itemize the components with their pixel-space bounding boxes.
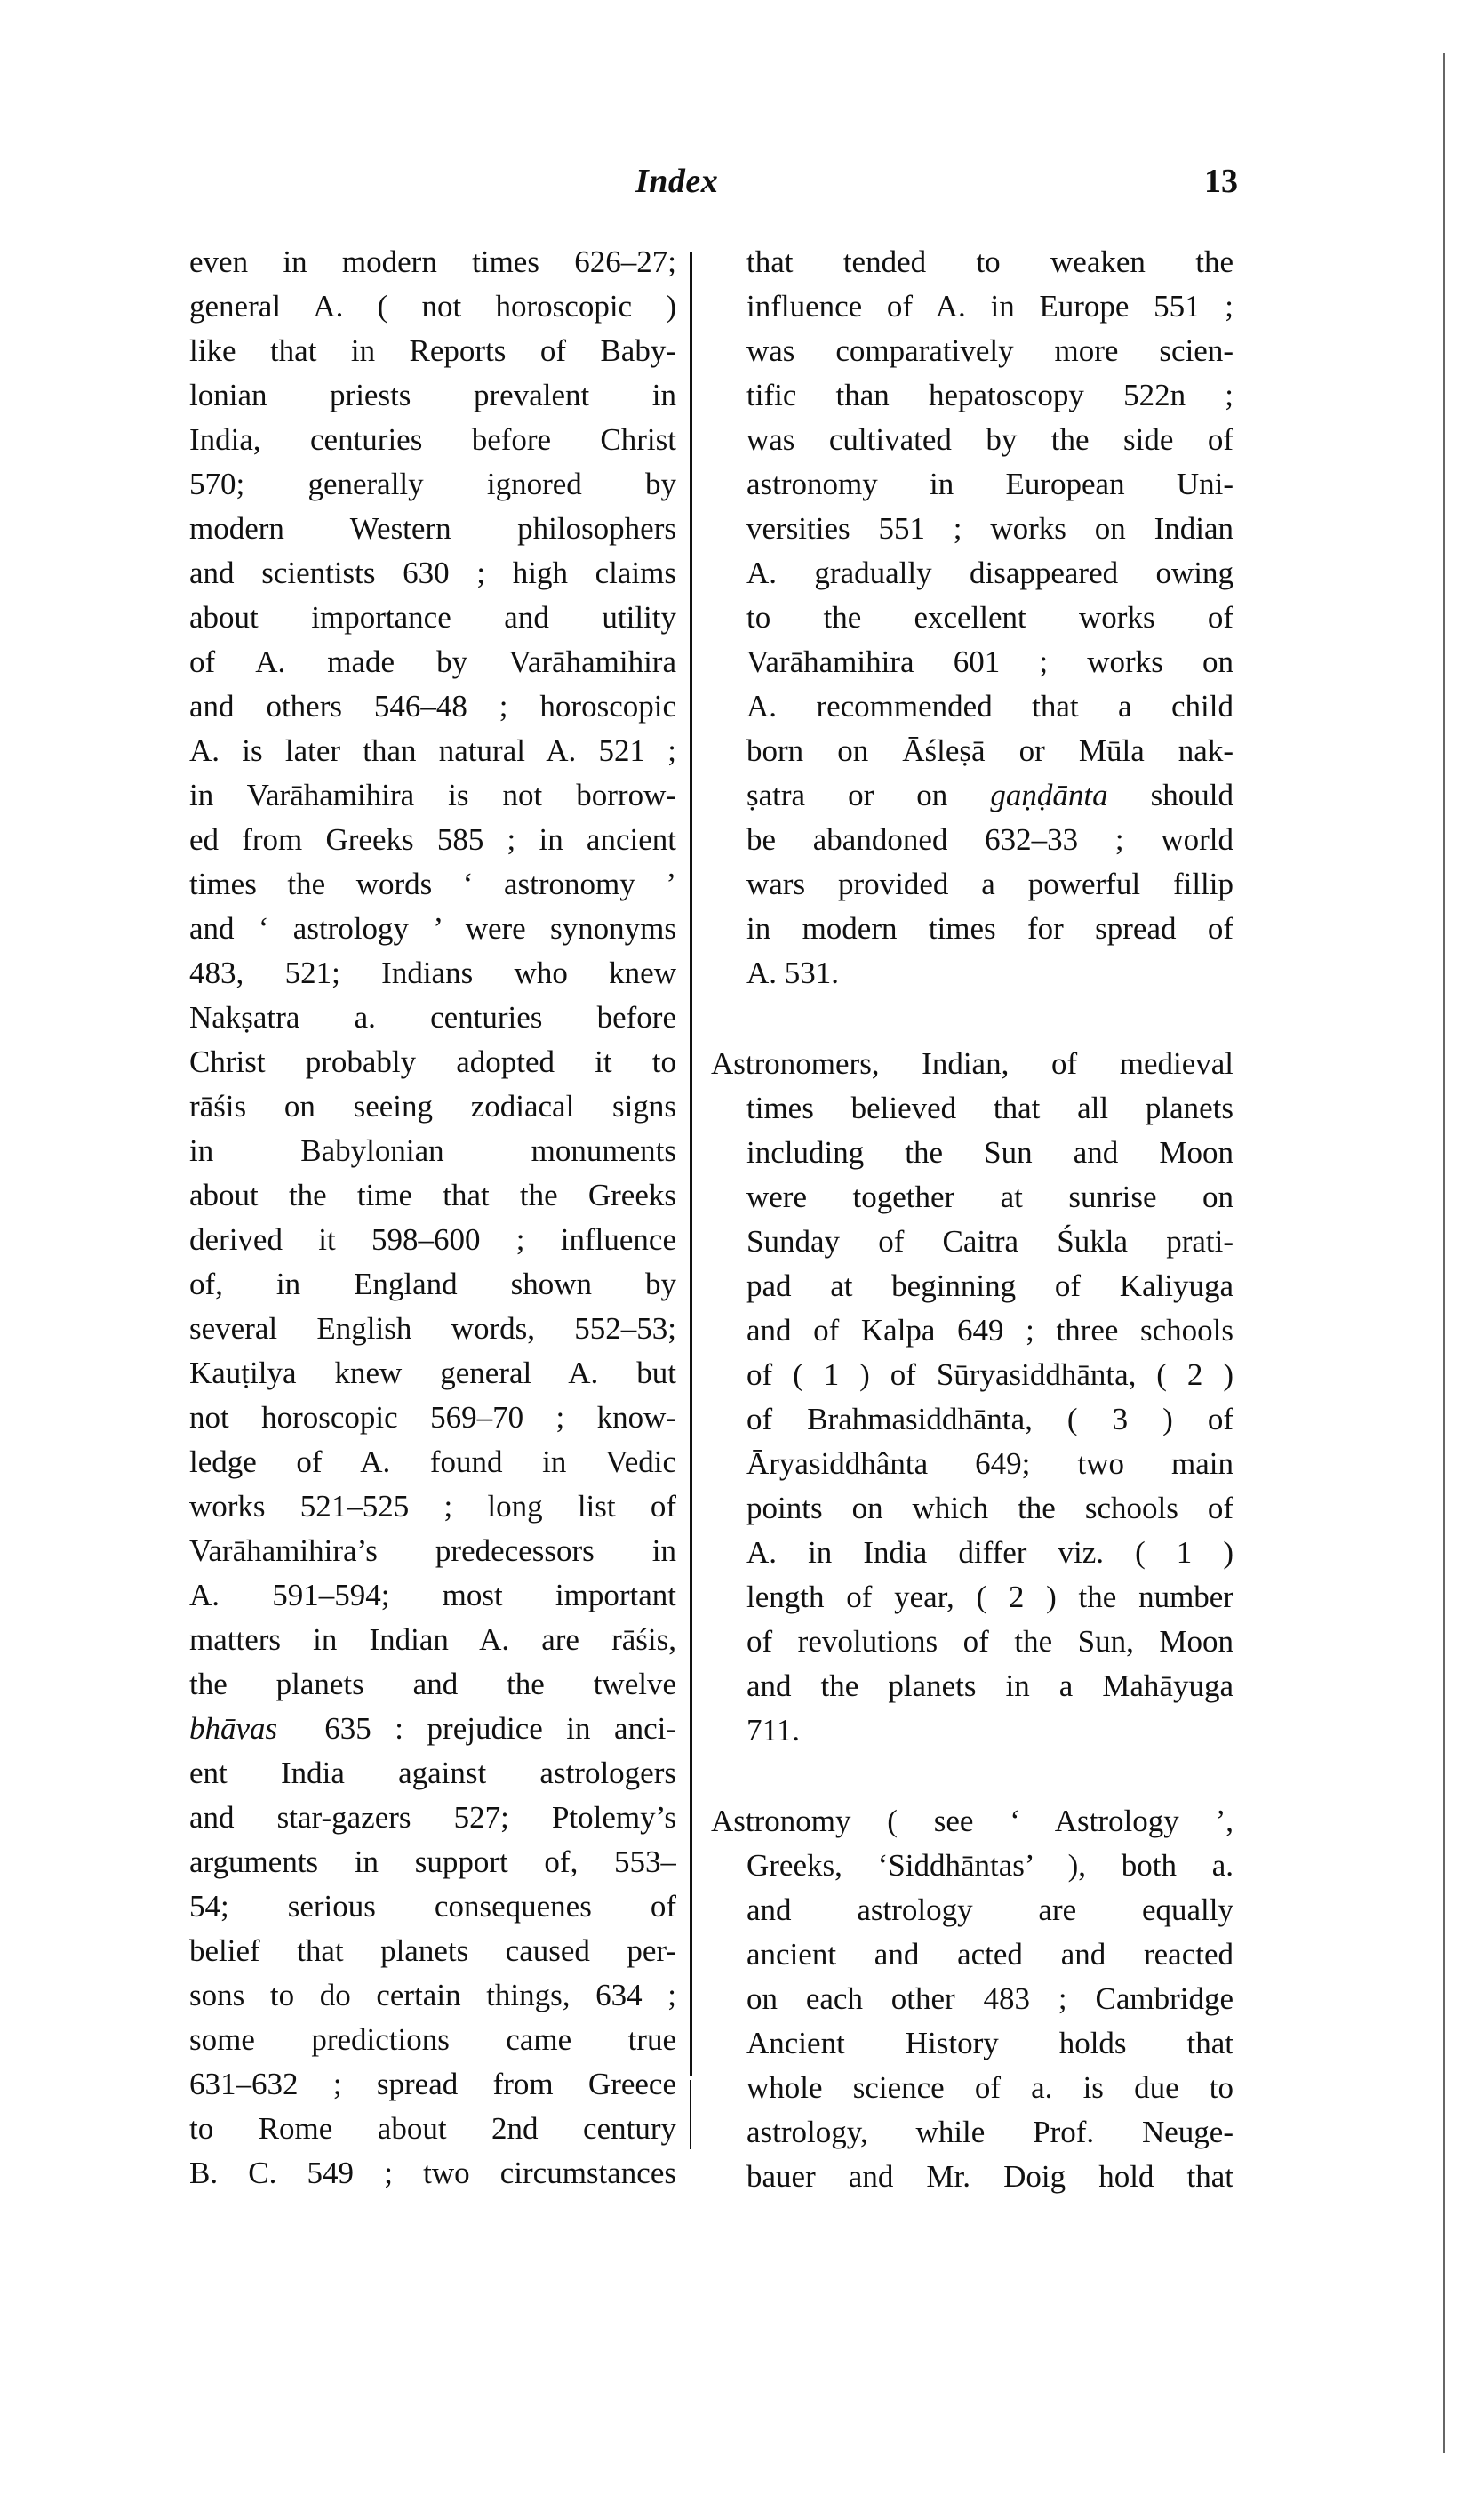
line-text: 635 : prejudice in anci- bbox=[324, 1711, 676, 1746]
index-line: astrology, while Prof. Neuge- bbox=[746, 2115, 1233, 2149]
index-line: about importance and utility bbox=[189, 600, 676, 635]
index-line: Nakṣatra a. centuries before bbox=[189, 1000, 676, 1035]
index-line: A. in India differ viz. ( 1 ) bbox=[746, 1535, 1233, 1570]
running-head-title: Index bbox=[635, 163, 719, 200]
index-line: 570; generally ignored by bbox=[189, 467, 676, 501]
index-line: ent India against astrologers bbox=[189, 1756, 676, 1790]
index-line: of revolutions of the Sun, Moon bbox=[746, 1624, 1233, 1659]
index-line: was cultivated by the side of bbox=[746, 422, 1233, 457]
index-line: times believed that all planets bbox=[746, 1091, 1233, 1125]
index-line: A. gradually disappeared owing bbox=[746, 556, 1233, 590]
index-line: belief that planets caused per- bbox=[189, 1933, 676, 1968]
index-line: Greeks, ‘Siddhāntas’ ), both a. bbox=[746, 1848, 1233, 1883]
index-line: A. is later than natural A. 521 ; bbox=[189, 733, 676, 768]
index-line: was comparatively more scien- bbox=[746, 333, 1233, 368]
index-line: be abandoned 632–33 ; world bbox=[746, 822, 1233, 857]
index-line: about the time that the Greeks bbox=[189, 1178, 676, 1212]
index-line: Christ probably adopted it to bbox=[189, 1044, 676, 1079]
column-divider-rule-fragment bbox=[690, 2080, 691, 2149]
index-line: not horoscopic 569–70 ; know- bbox=[189, 1400, 676, 1435]
left-column bbox=[189, 240, 676, 2196]
index-line: on each other 483 ; Cambridge bbox=[746, 1981, 1233, 2016]
entry-headword-line: Astronomy ( see ‘ Astrology ’, bbox=[711, 1804, 1233, 1838]
index-line: A. recommended that a child bbox=[746, 689, 1233, 724]
index-line: wars provided a powerful fillip bbox=[746, 867, 1233, 901]
index-line: including the Sun and Moon bbox=[746, 1135, 1233, 1170]
index-line: A. 591–594; most important bbox=[189, 1578, 676, 1612]
index-line: A. 531. bbox=[746, 956, 840, 990]
index-line: modern Western philosophers bbox=[189, 511, 676, 546]
index-line: 54; serious consequenes of bbox=[189, 1889, 676, 1924]
index-line: whole science of a. is due to bbox=[746, 2070, 1233, 2105]
index-line: to the excellent works of bbox=[746, 600, 1233, 635]
index-line: and scientists 630 ; high claims bbox=[189, 556, 676, 590]
index-line: several English words, 552–53; bbox=[189, 1311, 676, 1346]
index-line: versities 551 ; works on Indian bbox=[746, 511, 1233, 546]
running-head bbox=[0, 162, 1469, 215]
index-line: and the planets in a Mahāyuga bbox=[746, 1668, 1233, 1703]
index-line: even in modern times 626–27; bbox=[189, 244, 676, 279]
index-line: ledge of A. found in Vedic bbox=[189, 1444, 676, 1479]
column-divider-rule bbox=[690, 252, 692, 2076]
index-line: born on Āśleṣā or Mūla nak- bbox=[746, 733, 1233, 768]
index-line: of ( 1 ) of Sūryasiddhānta, ( 2 ) bbox=[746, 1357, 1233, 1392]
index-line: to Rome about 2nd century bbox=[189, 2111, 676, 2146]
index-line: were together at sunrise on bbox=[746, 1180, 1233, 1214]
line-text: should bbox=[1150, 778, 1233, 812]
index-line: lonian priests prevalent in bbox=[189, 378, 676, 412]
index-line: influence of A. in Europe 551 ; bbox=[746, 289, 1233, 324]
page-number: 13 bbox=[1204, 163, 1238, 200]
index-line: that tended to weaken the bbox=[746, 244, 1233, 279]
index-line: Ancient History holds that bbox=[746, 2026, 1233, 2060]
index-line-with-italic bbox=[189, 1707, 676, 1751]
index-line: 631–632 ; spread from Greece bbox=[189, 2067, 676, 2101]
index-line: 711. bbox=[746, 1713, 800, 1748]
index-line: ed from Greeks 585 ; in ancient bbox=[189, 822, 676, 857]
index-line: Varāhamihira 601 ; works on bbox=[746, 644, 1233, 679]
index-line: B. C. 549 ; two circumstances bbox=[189, 2156, 676, 2190]
index-line: in Babylonian monuments bbox=[189, 1133, 676, 1168]
italic-term: bhāvas bbox=[189, 1711, 278, 1746]
index-line: of A. made by Varāhamihira bbox=[189, 644, 676, 679]
index-line: in Varāhamihira is not borrow- bbox=[189, 778, 676, 812]
index-line: like that in Reports of Baby- bbox=[189, 333, 676, 368]
entry-headword-line: Astronomers, Indian, of medieval bbox=[711, 1046, 1233, 1081]
index-line: Sunday of Caitra Śukla prati- bbox=[746, 1224, 1233, 1259]
index-line: sons to do certain things, 634 ; bbox=[189, 1978, 676, 2012]
index-line: works 521–525 ; long list of bbox=[189, 1489, 676, 1524]
index-line: and of Kalpa 649 ; three schools bbox=[746, 1313, 1233, 1348]
index-line: length of year, ( 2 ) the number bbox=[746, 1580, 1233, 1614]
index-line: and star-gazers 527; Ptolemy’s bbox=[189, 1800, 676, 1835]
index-line: matters in Indian A. are rāśis, bbox=[189, 1622, 676, 1657]
page-edge-line bbox=[1443, 53, 1445, 2453]
index-line: Varāhamihira’s predecessors in bbox=[189, 1533, 676, 1568]
continuation-block bbox=[711, 240, 1233, 996]
index-line: times the words ‘ astronomy ’ bbox=[189, 867, 676, 901]
italic-term: gaṇḍānta bbox=[990, 778, 1108, 812]
index-line: the planets and the twelve bbox=[189, 1667, 676, 1701]
index-line: Kauṭilya knew general A. but bbox=[189, 1356, 676, 1390]
index-line: bauer and Mr. Doig hold that bbox=[746, 2159, 1233, 2194]
index-entry-astronomers bbox=[711, 1042, 1233, 1753]
line-text: ṣatra or on bbox=[746, 778, 948, 812]
index-line: rāśis on seeing zodiacal signs bbox=[189, 1089, 676, 1124]
index-line: 483, 521; Indians who knew bbox=[189, 956, 676, 990]
right-column bbox=[711, 240, 1233, 2199]
index-line: India, centuries before Christ bbox=[189, 422, 676, 457]
index-line: pad at beginning of Kaliyuga bbox=[746, 1268, 1233, 1303]
index-line: derived it 598–600 ; influence bbox=[189, 1222, 676, 1257]
index-line: some predictions came true bbox=[189, 2022, 676, 2057]
index-line: of, in England shown by bbox=[189, 1267, 676, 1301]
index-line: and others 546–48 ; horoscopic bbox=[189, 689, 676, 724]
index-entry-astronomy bbox=[711, 1799, 1233, 2199]
index-line: general A. ( not horoscopic ) bbox=[189, 289, 676, 324]
index-line: astronomy in European Uni- bbox=[746, 467, 1233, 501]
index-line: and astrology are equally bbox=[746, 1892, 1233, 1927]
index-line: ancient and acted and reacted bbox=[746, 1937, 1233, 1972]
index-line: in modern times for spread of bbox=[746, 911, 1233, 946]
index-line: of Brahmasiddhānta, ( 3 ) of bbox=[746, 1402, 1233, 1436]
index-line: Āryasiddhânta 649; two main bbox=[746, 1446, 1233, 1481]
index-line-with-italic bbox=[711, 773, 1233, 818]
index-line: points on which the schools of bbox=[746, 1491, 1233, 1525]
index-line: and ‘ astrology ’ were synonyms bbox=[189, 911, 676, 946]
index-line: arguments in support of, 553– bbox=[189, 1844, 676, 1879]
index-line: tific than hepatoscopy 522n ; bbox=[746, 378, 1233, 412]
